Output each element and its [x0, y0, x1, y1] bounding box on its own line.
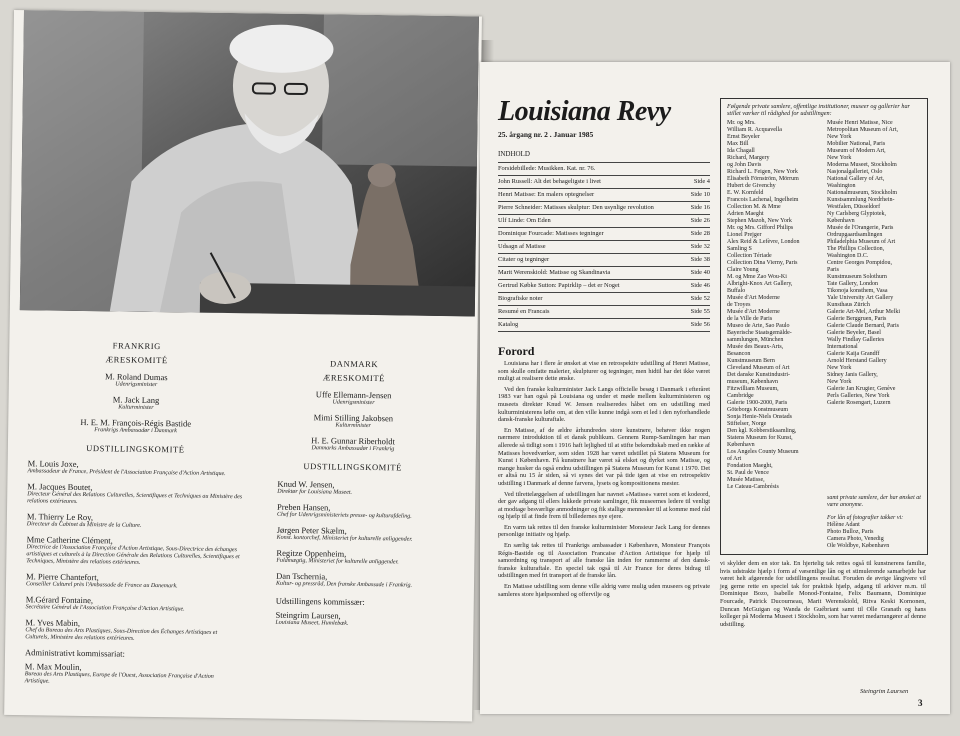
toc-page: Side 56 — [690, 321, 710, 328]
lender-item: Den kgl. Kobberstiksamling, — [727, 428, 797, 435]
magazine-title: Louisiana Revy — [498, 96, 671, 127]
lender-item: New York — [827, 365, 852, 372]
lender-item: Mr. og Mrs. Gifford Philips — [727, 225, 794, 232]
lenders-foot — [721, 491, 927, 550]
lender-item: Fitzwilliam Museum, — [727, 386, 779, 393]
lender-item: Stephen Mazoh, New York — [727, 218, 792, 225]
toc-title: Katalog — [498, 321, 519, 328]
frankrig-heading: FRANKRIG — [112, 340, 162, 352]
photo-credit-item: Camera Photo, Venedig — [827, 536, 884, 543]
lender-item: M. og Mme Zao Wou-Ki — [727, 274, 787, 281]
lender-item: Göteborgs Konstmuseum — [727, 407, 789, 414]
lender-item: The Phillips Collection, — [827, 246, 885, 253]
toc-title: Udsagn af Matisse — [498, 243, 546, 250]
lender-item: Claire Young — [727, 267, 759, 274]
dk-udst-member-0: Knud W. Jensen, Direktør for Louisiana Museet. — [277, 478, 353, 496]
issue-line: 25. årgang nr. 2 . Januar 1985 — [498, 130, 594, 139]
lender-item: Alex Reid & Lefèvre, London — [727, 239, 800, 246]
lender-item: Le Cateau-Cambrésis — [727, 484, 779, 491]
dk-aeres-list — [258, 389, 449, 455]
toc-page: Side 32 — [690, 243, 710, 250]
lenders-col-1 — [727, 120, 821, 491]
dk-aeres-heading: ÆRESKOMITÉ — [322, 372, 386, 384]
lender-item: Musée d'Art Moderne — [727, 309, 780, 316]
dk-udst-list — [255, 478, 447, 629]
dk-komm-label: Udstillingens kommissær: — [275, 595, 365, 607]
lender-item: Richard, Margery — [727, 155, 770, 162]
lenders-intro: Følgende private samlere, offentlige institutioner, museer og gallerier har stillet værker til rådighed for udstillingen: — [727, 103, 910, 118]
dk-udst-member-2: Jørgen Peter Skælm, Konst. kontorchef, Ministeriet for kulturelle anliggender. — [276, 524, 413, 543]
forord-body — [498, 360, 710, 601]
fr-aeres-heading: ÆRESKOMITÉ — [105, 354, 168, 366]
lender-item: Galerie Art-Mel, Arthur Melki — [827, 309, 900, 316]
toc-row — [498, 201, 710, 214]
photo-credit-item: Photo Bulloz, Paris — [827, 529, 874, 536]
toc-title: Citater og tegninger — [498, 256, 550, 263]
fr-udst-member-3: Mme Catherine Clément, Directrice de l'Association Française d'Action Artistique, Sous-Directrice des échanges artistiques et culturels à la Direction Générale des Relations Culturelles, Scientifiques et Techniques, Ministère des relations extérieures. — [26, 533, 240, 566]
lender-item: de Troyes — [727, 302, 751, 309]
admin-label: Administrativt kommissariat: — [24, 646, 125, 659]
toc-page: Side 40 — [690, 269, 710, 276]
toc-row — [498, 240, 710, 253]
lender-item: Adrien Maeght — [727, 211, 764, 218]
toc-title: Gertrud Købke Sutton: Papirklip – det er Noget — [498, 282, 620, 289]
dk-aeres-member-0: Uffe Ellemann-Jensen Udenrigsminister — [315, 389, 392, 407]
signature: Steingrim Laursen — [860, 688, 909, 695]
toc-page: Side 4 — [693, 178, 710, 185]
lender-item: Yale University Art Gallery — [827, 295, 894, 302]
lender-item: Musée Henri Matisse, Nice — [827, 120, 893, 127]
forord-continuation — [720, 560, 926, 631]
lender-item: New York — [827, 155, 852, 162]
toc-page: Side 28 — [690, 230, 710, 237]
page-number: 3 — [918, 698, 923, 708]
lender-item: Ny Carlsberg Glyptotek, — [827, 211, 887, 218]
dk-udst-member-4: Dan Tschernia, Kultur- og pressråd, Den franske Ambassade i Frankrig. — [275, 570, 413, 589]
lender-item: E. W. Kornfeld — [727, 190, 764, 197]
fr-udst-member-1: M. Jacques Boutet, Directeur Général des Relations Culturelles, Scientifiques et Techniques au Ministère des relations extérieures. — [27, 480, 243, 505]
lender-item: Philadelphia Museum of Art — [827, 239, 896, 246]
lender-item: Moderna Museet, Stockholm — [827, 162, 897, 169]
fr-udst-member-0: M. Louis Joxe, Ambassadeur de France, Président de l'Association Française d'Action Artistique. — [27, 457, 226, 477]
lender-item: New York — [827, 379, 852, 386]
toc-title: Henri Matisse: En malers optegnelser — [498, 191, 595, 198]
toc-row — [498, 253, 710, 266]
dk-aeres-member-1: Mimi Stilling Jakobsen Kulturminister — [313, 412, 394, 430]
lender-item: William R. Acquavella — [727, 127, 782, 134]
fr-aeres-member-2: H. E. M. François-Régis Bastide Frankrigs Ambassadør i Danmark — [80, 417, 192, 435]
lender-item: Fondation Maeght, — [727, 463, 773, 470]
lender-item: of Art — [727, 456, 742, 463]
lender-item: National Gallery of Art, — [827, 176, 885, 183]
lender-item: Westfalen, Düsseldorf — [827, 204, 881, 211]
lender-item: Collection M. & Mme — [727, 204, 781, 211]
forord-paragraph-2: En Matisse, af de ældre århundredes store kunstnere, behøver ikke nogen nærmere introduktion til et dansk publikum. Gennem Rump-Samlingen har man allerede så tidligt som i 1916 haft lejlighed til at stifte bekendtskab med en række af Matisses hovedværker, som siden 1928 har været udstillet på Statens Museum for Kunst i København. Få kunstnere har været så elsket og dyrket som Matisse, og mange husker da også endnu udstillingen på Statens Museum for Kunst i 1970. Det er altså nu 15 år siden, så vi synes det var på tide igen at vise en retrospektiv udstilling i Danmark af denne farvens, lysets og kompositionens mester. — [498, 426, 710, 487]
dk-aeres-member-2: H. E. Gunnar Riberholdt Danmarks Ambassadør i Frankrig — [311, 435, 395, 453]
toc-row — [498, 175, 710, 188]
fr-udst-heading: UDSTILLINGSKOMITÉ — [86, 443, 185, 455]
lender-item: Cleveland Museum of Art — [727, 365, 790, 372]
toc-title: Ulf Linde: Om Eden — [498, 217, 551, 224]
lender-item: Galerie Jan Krugier, Genève — [827, 386, 896, 393]
lender-item: Richard L. Feigen, New York — [727, 169, 798, 176]
dk-komm-member-0: Steingrim Laursen, Louisiana Museet, Humlebæk. — [275, 609, 349, 627]
lender-item: Metropolitan Museum of Art, — [827, 127, 898, 134]
fr-udst-member-2: M. Thierry Le Roy, Directeur du Cabinet du Ministre de la Culture. — [26, 510, 142, 529]
lender-item: Galerie Berggruen, Paris — [827, 316, 887, 323]
lender-item: Wally Findlay Galleries — [827, 337, 885, 344]
lender-item: Det danske Kunstindustri- — [727, 372, 790, 379]
lender-item: Besancon — [727, 351, 751, 358]
lender-item: Ernst Beyeler — [727, 134, 760, 141]
toc-page: Side 10 — [690, 191, 710, 198]
lender-item: Paris — [827, 267, 839, 274]
lender-item: Mobilier National, Paris — [827, 141, 886, 148]
left-page — [4, 10, 482, 721]
lender-item: Buffalo — [727, 288, 746, 295]
denmark-committee — [255, 358, 449, 634]
fr-udst-member-4: M. Pierre Chantefort, Conseiller Culturel près l'Ambassade de France au Danemark. — [25, 570, 178, 589]
lender-item: Collection Dina Vierny, Paris — [727, 260, 798, 267]
lender-item: museum, København — [727, 379, 778, 386]
lender-item: Statens Museum for Kunst, — [727, 435, 793, 442]
lender-item: Tate Gallery, London — [827, 281, 879, 288]
lender-item: Musée des Beaux-Arts, — [727, 344, 784, 351]
toc-row — [498, 214, 710, 227]
toc-row — [498, 162, 710, 175]
lender-item: Perls Galleries, New York — [827, 393, 890, 400]
toc-row — [498, 227, 710, 240]
lender-item: København — [827, 218, 855, 225]
fr-udst-member-5: M.Gérard Fontaine, Secrétaire Général de l'Association Française d'Action Artistique. — [25, 593, 185, 613]
lender-item: Kunstsammlung Nordrhein- — [827, 197, 895, 204]
fr-udst-member-6: M. Yves Mabin, Chef du Bureau des Arts Plastiques, Sous-Direction des Échanges Artistiques et Culturels, Ministère des relations extérieures. — [25, 616, 218, 642]
lender-item: Galerie Claude Bernard, Paris — [827, 323, 899, 330]
toc-heading: INDHOLD — [498, 150, 530, 158]
lender-item: Los Angeles County Museum — [727, 449, 799, 456]
fr-udst-list — [25, 458, 243, 644]
france-committee — [24, 340, 244, 694]
lender-item: Galerie Kaija Grandff — [827, 351, 880, 358]
lender-item: Lionel Prejger — [727, 232, 762, 239]
forord-paragraph-1: Ved den franske kulturminister Jack Langs officielle besøg i Danmark i efteråret 1983 var han også på Louisiana og under et møde mellem kulturministeren og museets direktør Knud W. Jensen realiseredes håbet om en udstilling med kulturministerens løfte om, at den ville kunne indgå som et led i den nyforhandlede dansk-franske kulturaftale. — [498, 385, 710, 424]
toc-row — [498, 292, 710, 305]
lender-item: København — [727, 442, 755, 449]
lender-item: New York — [827, 134, 852, 141]
toc-row — [498, 188, 710, 201]
lenders-columns — [721, 120, 927, 491]
lender-item: og John Davis — [727, 162, 762, 169]
toc-title: John Russell: Alt det behageligste i livet — [498, 178, 601, 185]
lender-item: Hubert de Givenchy — [727, 183, 776, 190]
toc-row — [498, 305, 710, 318]
admin-member-0: M. Max Moulin, Bureau des Arts Plastiques, Europe de l'Ouest, Association Française d'Action Artistique. — [24, 660, 214, 685]
danmark-heading: DANMARK — [329, 358, 379, 370]
toc-row — [498, 279, 710, 292]
lender-item: Kunstmuseum Solothurn — [827, 274, 887, 281]
lenders-col-2 — [827, 120, 921, 491]
fr-aeres-member-1: M. Jack Lang Kulturminister — [112, 394, 160, 412]
lender-item: Galerie 1900-2000, Paris — [727, 400, 788, 407]
lender-item: Sonja Henie-Niels Onstads — [727, 414, 792, 421]
lender-item: Musée d'Art Moderne — [727, 295, 780, 302]
lender-item: Bayerische Staatsgemälde- — [727, 330, 792, 337]
anonymous-note: samt private samlere, der har ønsket at være anonyme. — [827, 495, 921, 509]
lender-item: de la Ville de Paris — [727, 316, 773, 323]
forord-paragraph-4: En varm tak rettes til den franske kulturminister Monsieur Jack Lang for dennes personlige initiativ og hjælp. — [498, 523, 710, 539]
photo-thanks-label: For lån af fotografier takker vi: — [827, 515, 904, 522]
lender-item: Nasjonalgalleriet, Oslo — [827, 169, 883, 176]
toc-title: Resumé en Francais — [498, 308, 550, 315]
lender-item: Ordrupgaardsamlingen — [827, 232, 883, 239]
toc-page: Side 16 — [690, 204, 710, 211]
artist-sculpting-image — [20, 10, 479, 316]
continuation-text: vi skylder dem en stor tak. En hjertelig tak rettes også til kunstnerens familie, hvis udstrakte hjælp i form af væsentlige lån og et stimulerende samarbejde har været helt afgørende for udstillingens resultat. Foruden de øvrige långivere vil jeg gerne rette en speciel tak for praktisk hjælp, adgang til arkiver m.m. til Dominique Bozo, Isabelle Monod-Fontaine, Felix Baumann, Dominique Fourcade, Patrick Ducourneau, Marit Werenskiold, Ritva Keski Kornonen, Duncan McGuigan og Wanda de Guébriant samt til Olle Granath og hans kolleger på Moderna Museet i Stockholm, som har været medarrangører af denne udstilling. — [720, 560, 926, 628]
toc-page: Side 26 — [690, 217, 710, 224]
lender-item: sammlungen, München — [727, 337, 784, 344]
lender-item: Sidney Janis Gallery, — [827, 372, 878, 379]
lender-item: St. Paul de Vence — [727, 470, 769, 477]
fr-aeres-list — [28, 371, 244, 437]
dk-udst-member-3: Regitze Oppenheim, Fuldmægtig, Ministeriet for kulturelle anliggender. — [276, 547, 399, 566]
forord-paragraph-0: Louisiana har i flere år ønsket at vise en retrospektiv udstilling af Henri Matisse, som skulle omfatte malerier, skulpturer og tegninger, men hidtil har det ikke været muligt at realisere dette ønske. — [498, 360, 710, 383]
forord-heading: Forord — [498, 344, 535, 358]
dk-udst-member-1: Preben Hansen, Chef for Udenrigsministeriets presse- og kulturafdeling. — [276, 501, 412, 520]
lender-item: Tikonoja konsthem, Vasa — [827, 288, 888, 295]
lender-item: Centre Georges Pompidou, — [827, 260, 893, 267]
toc-title: Pierre Schneider: Matisses skulptur: Den usynlige revolution — [498, 204, 654, 211]
lender-item: Washington D.C. — [827, 253, 869, 260]
lender-item: Museum of Modern Art, — [827, 148, 886, 155]
lender-item: Arnold Herstand Gallery — [827, 358, 887, 365]
lender-item: Elisabeth Förnström, Mörrum — [727, 176, 799, 183]
lender-item: Galerie Beyeler, Basel — [827, 330, 881, 337]
toc-page: Side 52 — [690, 295, 710, 302]
forord-paragraph-3: Ved tilrettelæggelsen af udstillingen har navnet »Matisse« været som et kodeord, der gav adgang til ellers lukkede private samlinger, fik museernes ledere til venligt at modtage besværlige anmodninger og fik stallige mennesker til at komme med råd og hjælp til at finde frem til billedernes nye ejere. — [498, 490, 710, 521]
fr-aeres-member-0: M. Roland Dumas Udenrigsminister — [105, 371, 168, 389]
lender-item: Musée de l'Orangerie, Paris — [827, 225, 894, 232]
lender-item: Museo de Arte, Sao Paulo — [727, 323, 790, 330]
lender-item: Nationalmuseum, Stockholm — [827, 190, 897, 197]
lenders-box — [720, 98, 928, 555]
lender-item: Washington — [827, 183, 856, 190]
toc-row — [498, 318, 710, 332]
lender-item: Musée Matisse, — [727, 477, 765, 484]
photo-credit-item: Hélène Adant — [827, 522, 860, 529]
photo-thanks-list — [827, 522, 921, 550]
lender-item: Stiftelser, Norge — [727, 421, 767, 428]
lender-item: Francois Lachenal, Ingelheim — [727, 197, 799, 204]
forord-paragraph-5: En særlig tak rettes til Frankrigs ambassadør i København, Monsieur François Régis-Bastide og til Association Francaise d'Action Artistique for hjælp til samordning og transport af alle franske lån inden for rammerne af den dansk-franske kulturaftale. En speciel tak også til Air France for deres bidrag til udstillingen med fri transport af de franske lån. — [498, 542, 710, 580]
lender-item: Collection Tériade — [727, 253, 772, 260]
lender-item: Mr. og Mrs. — [727, 120, 756, 127]
dk-udst-heading: UDSTILLINGSKOMITÉ — [303, 461, 402, 473]
toc-title: Marit Werenskiold: Matisse og Skandinavia — [498, 269, 611, 276]
toc-page: Side 46 — [690, 282, 710, 289]
toc-row — [498, 266, 710, 279]
artist-photo — [20, 10, 479, 316]
toc-page: Side 55 — [690, 308, 710, 315]
toc-page: Side 38 — [690, 256, 710, 263]
lender-item: Cambridge — [727, 393, 754, 400]
right-page — [480, 62, 950, 714]
toc-title: Biografiske noter — [498, 295, 543, 302]
lender-item: Max Bill — [727, 141, 749, 148]
lender-item: International — [827, 344, 858, 351]
toc-title: Forsidebillede: Musikken. Kat. nr. 76. — [498, 165, 596, 172]
photo-credit-item: Ole Woldbye, København — [827, 543, 890, 550]
lender-item: Galerie Rosengart, Luzern — [827, 400, 891, 407]
lender-item: Kunsthaus Zürich — [827, 302, 870, 309]
toc-title: Dominique Fourcade: Matisses tegninger — [498, 230, 604, 237]
lender-item: Ida Chagall — [727, 148, 755, 155]
table-of-contents — [498, 162, 710, 332]
lender-item: Albright-Knox Art Gallery, — [727, 281, 793, 288]
lender-item: Kunstmuseum Bern — [727, 358, 775, 365]
forord-paragraph-6: En Matisse udstilling som denne ville aldrig være mulig uden museers og private samleres store hjælpsomhed og offervilje og — [498, 583, 710, 598]
lender-item: Samling S — [727, 246, 752, 253]
